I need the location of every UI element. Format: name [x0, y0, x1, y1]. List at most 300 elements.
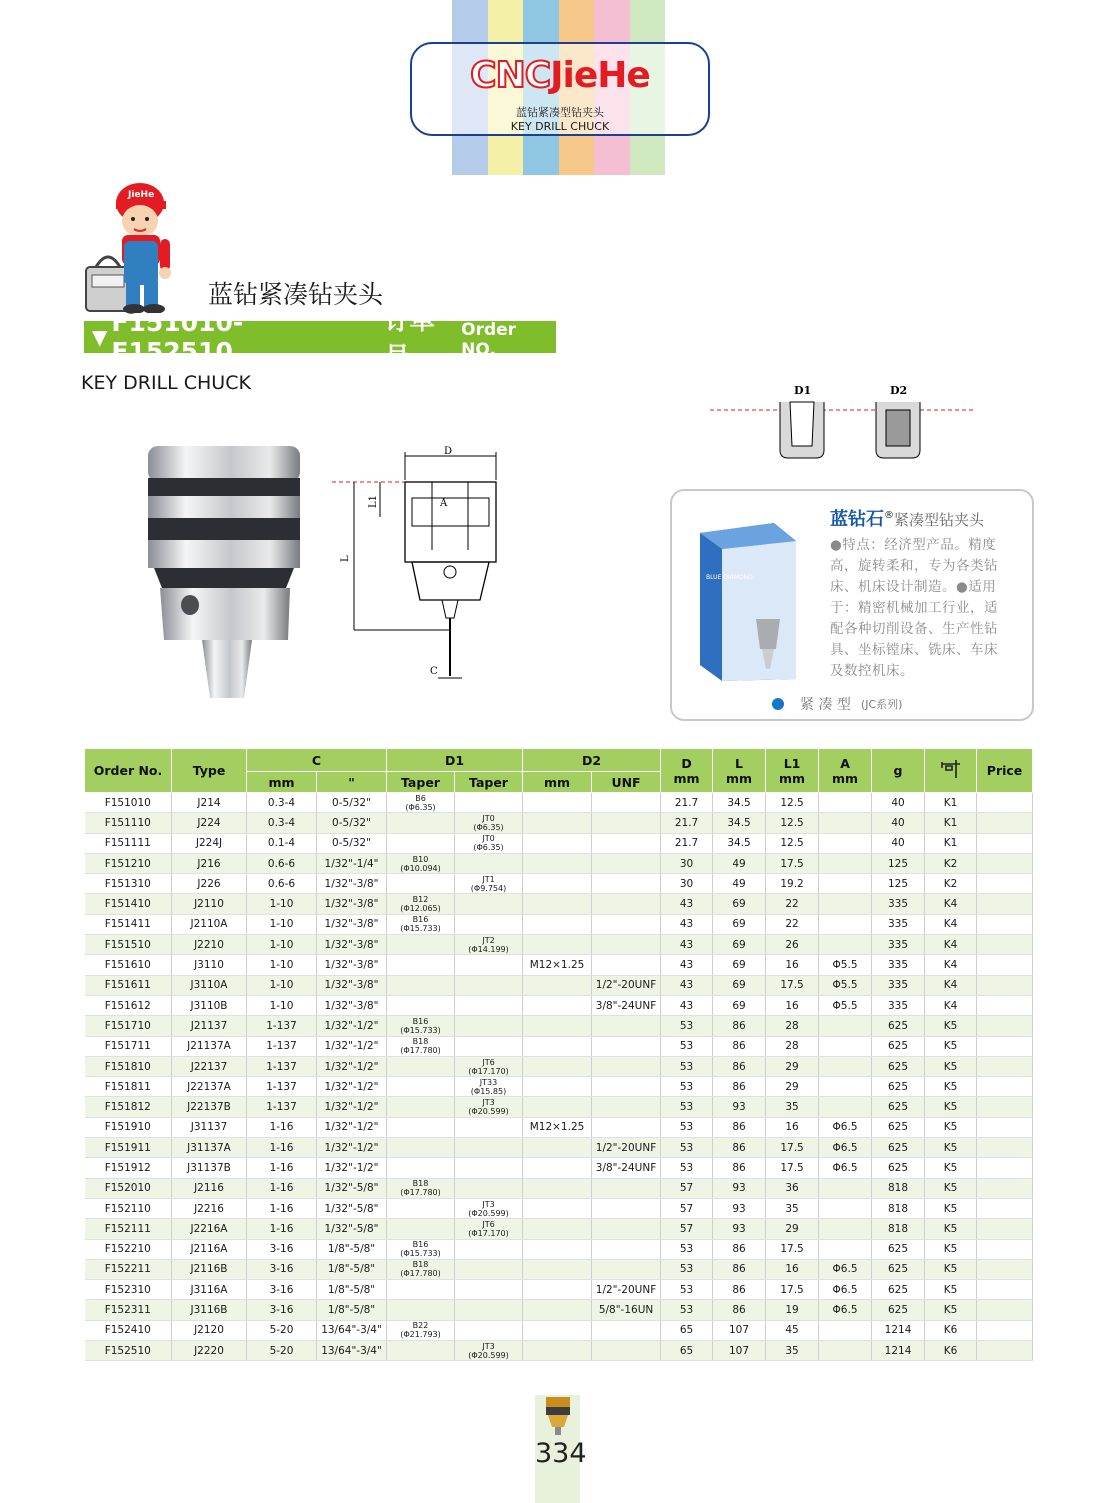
svg-text:L1: L1: [368, 494, 379, 508]
col-d: D mm: [661, 749, 713, 793]
cell-l: 69: [713, 975, 766, 995]
cell-g: 818: [872, 1178, 925, 1198]
cell-d2-mm: [523, 1097, 592, 1117]
table-row: [85, 1198, 1033, 1218]
cell-d2-mm: [523, 1320, 592, 1340]
cell-c-mm: 1-16: [247, 1198, 317, 1218]
table-row: [85, 1280, 1033, 1300]
cell-l1: 26: [766, 935, 819, 955]
cell-key: K4: [925, 894, 977, 914]
cell-d2-unf: 1/2"-20UNF: [592, 1138, 661, 1158]
cell-order: F151111: [85, 833, 172, 853]
svg-text:BLUE DIAMOND: BLUE DIAMOND: [706, 574, 753, 581]
cell-order: F152111: [85, 1219, 172, 1239]
cell-d1a: B10 (Φ10.094): [387, 853, 455, 873]
cell-price: [977, 955, 1033, 975]
cell-c-mm: 1-10: [247, 914, 317, 934]
cell-order: F151411: [85, 914, 172, 934]
col-d2: D2: [523, 749, 661, 772]
cell-d: 43: [661, 975, 713, 995]
cell-l: 86: [713, 1239, 766, 1259]
cell-a: Φ6.5: [819, 1158, 872, 1178]
mascot-illustration: [82, 175, 192, 315]
cell-a: [819, 1219, 872, 1239]
cell-d1b: [455, 1300, 523, 1320]
table-row: [85, 793, 1033, 813]
cell-d1b: JT0 (Φ6.35): [455, 813, 523, 833]
table-row: [85, 1138, 1033, 1158]
cell-l1: 16: [766, 1117, 819, 1137]
cell-order: F151810: [85, 1056, 172, 1076]
cell-d: 53: [661, 1239, 713, 1259]
cell-price: [977, 1117, 1033, 1137]
cell-d1b: [455, 1138, 523, 1158]
cell-d: 65: [661, 1341, 713, 1361]
cell-c-in: 1/32"-1/2": [317, 1158, 387, 1178]
cell-type: J3110A: [172, 975, 247, 995]
cell-order: F151611: [85, 975, 172, 995]
cell-l: 93: [713, 1178, 766, 1198]
table-row: [85, 1077, 1033, 1097]
cell-d: 30: [661, 874, 713, 894]
cell-l1: 35: [766, 1341, 819, 1361]
svg-text:L: L: [340, 555, 351, 562]
cell-d2-mm: [523, 1259, 592, 1279]
cell-a: [819, 1341, 872, 1361]
cell-l: 86: [713, 1056, 766, 1076]
col-type: Type: [172, 749, 247, 793]
table-row: [85, 1036, 1033, 1056]
cell-order: F152311: [85, 1300, 172, 1320]
cell-a: [819, 914, 872, 934]
cell-l1: 36: [766, 1178, 819, 1198]
cell-d: 53: [661, 1138, 713, 1158]
table-row: [85, 833, 1033, 853]
cell-order: F151711: [85, 1036, 172, 1056]
cell-d2-mm: [523, 1341, 592, 1361]
drill-chuck-photo: [140, 440, 315, 705]
cell-order: F151811: [85, 1077, 172, 1097]
cell-d2-unf: [592, 955, 661, 975]
cell-type: J2210: [172, 935, 247, 955]
cell-d2-unf: 5/8"-16UN: [592, 1300, 661, 1320]
col-d1-taper-jt: Taper: [455, 772, 523, 793]
cell-key: K2: [925, 853, 977, 873]
cell-order: F151010: [85, 793, 172, 813]
cell-price: [977, 874, 1033, 894]
cell-l: 93: [713, 1198, 766, 1218]
table-row: [85, 1259, 1033, 1279]
cell-g: 335: [872, 955, 925, 975]
cell-c-mm: 1-137: [247, 1097, 317, 1117]
cell-type: J224J: [172, 833, 247, 853]
cell-d2-mm: [523, 1219, 592, 1239]
cell-l1: 12.5: [766, 793, 819, 813]
cell-type: J22137A: [172, 1077, 247, 1097]
cell-c-in: 1/32"-3/8": [317, 894, 387, 914]
col-key: [925, 749, 977, 793]
cell-d2-mm: [523, 894, 592, 914]
svg-text:A: A: [440, 498, 448, 509]
cell-d: 53: [661, 1280, 713, 1300]
cell-d2-mm: [523, 1077, 592, 1097]
cell-d2-mm: [523, 1280, 592, 1300]
col-d2-mm: mm: [523, 772, 592, 793]
cell-d1b: [455, 1178, 523, 1198]
cell-d1b: JT3 (Φ20.599): [455, 1198, 523, 1218]
cell-key: K5: [925, 1056, 977, 1076]
cell-l1: 28: [766, 1036, 819, 1056]
cell-a: Φ6.5: [819, 1280, 872, 1300]
cell-g: 818: [872, 1219, 925, 1239]
cell-a: [819, 935, 872, 955]
cell-g: 40: [872, 833, 925, 853]
cell-order: F151710: [85, 1016, 172, 1036]
cell-type: J2116B: [172, 1259, 247, 1279]
cell-g: 335: [872, 995, 925, 1015]
cell-d2-mm: [523, 813, 592, 833]
svg-text:D: D: [444, 446, 453, 457]
cell-a: [819, 813, 872, 833]
cell-g: 335: [872, 935, 925, 955]
cell-d1b: [455, 853, 523, 873]
cell-c-in: 1/32"-1/2": [317, 1117, 387, 1137]
cell-l1: 16: [766, 995, 819, 1015]
cell-key: K4: [925, 995, 977, 1015]
cell-d1a: [387, 975, 455, 995]
cell-order: F151912: [85, 1158, 172, 1178]
cell-c-in: 0-5/32": [317, 793, 387, 813]
cell-order: F152310: [85, 1280, 172, 1300]
chuck-key-icon: [938, 756, 964, 782]
cell-c-mm: 3-16: [247, 1300, 317, 1320]
cell-d: 53: [661, 1016, 713, 1036]
cell-a: [819, 874, 872, 894]
cell-d2-unf: 3/8"-24UNF: [592, 995, 661, 1015]
cell-a: Φ6.5: [819, 1259, 872, 1279]
cell-a: [819, 1178, 872, 1198]
cell-key: K5: [925, 1219, 977, 1239]
cell-d1b: [455, 1280, 523, 1300]
cell-key: K5: [925, 1117, 977, 1137]
cell-l1: 16: [766, 955, 819, 975]
cell-c-mm: 0.1-4: [247, 833, 317, 853]
cell-key: K4: [925, 914, 977, 934]
cell-d1b: JT2 (Φ14.199): [455, 935, 523, 955]
cell-c-mm: 3-16: [247, 1280, 317, 1300]
cell-d1b: JT3 (Φ20.599): [455, 1341, 523, 1361]
cell-d2-mm: [523, 1178, 592, 1198]
cell-d2-unf: [592, 1178, 661, 1198]
cell-g: 625: [872, 1300, 925, 1320]
cell-l1: 17.5: [766, 1158, 819, 1178]
cell-l: 86: [713, 1259, 766, 1279]
table-row: [85, 1117, 1033, 1137]
cell-l: 49: [713, 853, 766, 873]
table-row: [85, 995, 1033, 1015]
cell-c-mm: 5-20: [247, 1320, 317, 1340]
cell-l: 69: [713, 955, 766, 975]
svg-text:JieHe: JieHe: [128, 190, 155, 200]
cell-a: [819, 1320, 872, 1340]
cell-d1b: [455, 1320, 523, 1340]
cell-d2-unf: 1/2"-20UNF: [592, 1280, 661, 1300]
cell-key: K4: [925, 935, 977, 955]
cell-g: 335: [872, 975, 925, 995]
svg-text:C: C: [430, 666, 438, 677]
table-row: [85, 1300, 1033, 1320]
cell-d2-unf: [592, 1320, 661, 1340]
cell-a: [819, 793, 872, 813]
cell-d: 43: [661, 894, 713, 914]
cell-key: K5: [925, 1077, 977, 1097]
cell-key: K2: [925, 874, 977, 894]
cell-type: J2120: [172, 1320, 247, 1340]
cell-c-in: 0-5/32": [317, 813, 387, 833]
cell-l: 86: [713, 1158, 766, 1178]
cell-l: 86: [713, 1016, 766, 1036]
cell-d: 43: [661, 935, 713, 955]
cell-d1a: B16 (Φ15.733): [387, 1239, 455, 1259]
cell-price: [977, 1158, 1033, 1178]
cell-d: 43: [661, 914, 713, 934]
svg-text:D2: D2: [890, 384, 908, 397]
cell-type: J2116A: [172, 1239, 247, 1259]
cell-d: 57: [661, 1198, 713, 1218]
cell-d1a: [387, 1158, 455, 1178]
cell-d2-mm: [523, 1158, 592, 1178]
cell-l: 93: [713, 1097, 766, 1117]
cell-c-mm: 1-16: [247, 1178, 317, 1198]
cell-a: Φ5.5: [819, 955, 872, 975]
order-label-en: Order NO.: [461, 320, 517, 360]
cell-d1b: JT1 (Φ9.754): [455, 874, 523, 894]
cell-price: [977, 935, 1033, 955]
cell-a: [819, 894, 872, 914]
cell-d2-mm: [523, 914, 592, 934]
cell-type: J2216A: [172, 1219, 247, 1239]
promo-footer: 紧 凑 型 (JC系列): [772, 694, 902, 714]
cell-c-mm: 0.3-4: [247, 793, 317, 813]
cell-price: [977, 1036, 1033, 1056]
cell-l: 34.5: [713, 813, 766, 833]
cell-l: 93: [713, 1219, 766, 1239]
cell-l1: 29: [766, 1219, 819, 1239]
cell-c-in: 13/64"-3/4": [317, 1341, 387, 1361]
table-row: [85, 1239, 1033, 1259]
cell-c-in: 1/8"-5/8": [317, 1280, 387, 1300]
col-l: L mm: [713, 749, 766, 793]
cell-key: K5: [925, 1198, 977, 1218]
table-row: [85, 1097, 1033, 1117]
cell-order: F151310: [85, 874, 172, 894]
cell-d2-unf: [592, 1036, 661, 1056]
cell-a: [819, 1239, 872, 1259]
cell-d1b: [455, 914, 523, 934]
cell-d2-unf: [592, 1056, 661, 1076]
cell-type: J2110: [172, 894, 247, 914]
cell-d2-unf: [592, 874, 661, 894]
cell-d: 53: [661, 1077, 713, 1097]
cell-l: 86: [713, 1117, 766, 1137]
cell-price: [977, 995, 1033, 1015]
col-c-mm: mm: [247, 772, 317, 793]
table-row: [85, 1341, 1033, 1361]
cell-d: 57: [661, 1178, 713, 1198]
cell-c-in: 1/32"-3/8": [317, 955, 387, 975]
cell-d1b: JT6 (Φ17.170): [455, 1219, 523, 1239]
cell-c-in: 1/32"-1/2": [317, 1036, 387, 1056]
cell-l1: 16: [766, 1259, 819, 1279]
table-row: [85, 914, 1033, 934]
cell-l1: 22: [766, 914, 819, 934]
cell-type: J22137B: [172, 1097, 247, 1117]
cell-l1: 19.2: [766, 874, 819, 894]
cell-price: [977, 1178, 1033, 1198]
cell-l: 49: [713, 874, 766, 894]
cell-price: [977, 1198, 1033, 1218]
cell-d2-mm: [523, 1138, 592, 1158]
cell-g: 1214: [872, 1320, 925, 1340]
cell-l1: 29: [766, 1077, 819, 1097]
cell-d2-unf: [592, 1117, 661, 1137]
cell-l1: 45: [766, 1320, 819, 1340]
cell-d2-unf: [592, 1219, 661, 1239]
cell-l: 86: [713, 1077, 766, 1097]
cell-d: 21.7: [661, 813, 713, 833]
cell-d: 53: [661, 1117, 713, 1137]
cell-key: K5: [925, 1138, 977, 1158]
cell-d2-unf: 3/8"-24UNF: [592, 1158, 661, 1178]
cell-d1a: [387, 1077, 455, 1097]
cell-l1: 17.5: [766, 1239, 819, 1259]
cell-type: J2220: [172, 1341, 247, 1361]
cell-price: [977, 894, 1033, 914]
cell-price: [977, 1320, 1033, 1340]
cell-d2-unf: [592, 813, 661, 833]
cell-key: K5: [925, 1280, 977, 1300]
cell-d1a: [387, 1280, 455, 1300]
blue-diamond-promo: [670, 489, 1034, 721]
cell-l1: 17.5: [766, 853, 819, 873]
cell-price: [977, 853, 1033, 873]
cell-g: 40: [872, 793, 925, 813]
cell-c-in: 1/32"-5/8": [317, 1198, 387, 1218]
cell-c-in: 1/8"-5/8": [317, 1300, 387, 1320]
cell-l: 34.5: [713, 833, 766, 853]
cell-c-mm: 3-16: [247, 1239, 317, 1259]
cell-d: 65: [661, 1320, 713, 1340]
cell-d1a: [387, 1341, 455, 1361]
cell-key: K5: [925, 1097, 977, 1117]
cell-d2-unf: [592, 894, 661, 914]
cell-key: K5: [925, 1259, 977, 1279]
cell-d1a: [387, 1138, 455, 1158]
cell-a: [819, 1077, 872, 1097]
cell-key: K5: [925, 1158, 977, 1178]
cell-d2-mm: [523, 833, 592, 853]
cell-d1a: B16 (Φ15.733): [387, 1016, 455, 1036]
cell-type: J31137B: [172, 1158, 247, 1178]
cell-d1b: JT33 (Φ15.85): [455, 1077, 523, 1097]
product-box-image: [696, 519, 800, 684]
cell-c-in: 1/8"-5/8": [317, 1239, 387, 1259]
cell-g: 625: [872, 1056, 925, 1076]
col-price: Price: [977, 749, 1033, 793]
cell-order: F151910: [85, 1117, 172, 1137]
cell-c-mm: 1-10: [247, 894, 317, 914]
triangle-down-icon: ▼: [92, 325, 108, 349]
cell-d2-unf: [592, 914, 661, 934]
cell-c-in: 1/32"-3/8": [317, 995, 387, 1015]
cell-d2-unf: [592, 1077, 661, 1097]
cell-d1a: [387, 833, 455, 853]
cell-type: J214: [172, 793, 247, 813]
cell-g: 125: [872, 853, 925, 873]
cell-d2-unf: [592, 1198, 661, 1218]
cell-d: 53: [661, 1300, 713, 1320]
cell-d1b: [455, 995, 523, 1015]
cell-d1a: [387, 1300, 455, 1320]
cell-d1a: B22 (Φ21.793): [387, 1320, 455, 1340]
cell-d1a: B6 (Φ6.35): [387, 793, 455, 813]
cell-type: J2110A: [172, 914, 247, 934]
cell-key: K1: [925, 833, 977, 853]
cell-a: [819, 1097, 872, 1117]
cell-d2-unf: [592, 1097, 661, 1117]
col-l1: L1 mm: [766, 749, 819, 793]
table-row: [85, 1320, 1033, 1340]
cell-g: 625: [872, 1239, 925, 1259]
cell-order: F151610: [85, 955, 172, 975]
col-order-no: Order No.: [85, 749, 172, 793]
cell-d2-mm: [523, 975, 592, 995]
cell-d2-mm: [523, 1198, 592, 1218]
cell-d1a: [387, 1056, 455, 1076]
cell-d: 53: [661, 1036, 713, 1056]
cell-d: 43: [661, 995, 713, 1015]
cell-g: 625: [872, 1158, 925, 1178]
col-a: A mm: [819, 749, 872, 793]
cell-c-mm: 3-16: [247, 1259, 317, 1279]
cell-price: [977, 1300, 1033, 1320]
cell-key: K6: [925, 1320, 977, 1340]
cell-order: F152211: [85, 1259, 172, 1279]
promo-description: ●特点：经济型产品。精度高，旋转柔和，专为各类钻床、机床设计制造。●适用于：精密机械加工行业，适配各种切削设备、生产性钻具、坐标镗床、铣床、车床及数控机床。: [830, 537, 998, 679]
cell-key: K5: [925, 1239, 977, 1259]
cell-key: K5: [925, 1178, 977, 1198]
table-row: [85, 853, 1033, 873]
cell-d1b: [455, 1036, 523, 1056]
d1-d2-diagram: [710, 380, 980, 460]
cell-key: K5: [925, 1016, 977, 1036]
cell-g: 335: [872, 894, 925, 914]
cell-d1b: [455, 894, 523, 914]
cell-g: 40: [872, 813, 925, 833]
cell-l1: 19: [766, 1300, 819, 1320]
promo-title: 蓝钻石®紧凑型钻夹头: [830, 509, 985, 530]
col-d1: D1: [387, 749, 523, 772]
logo-subtitle-cn: 蓝钻紧凑型钻夹头: [516, 106, 604, 119]
col-d1-taper-b: Taper: [387, 772, 455, 793]
cell-a: [819, 853, 872, 873]
cell-c-mm: 0.6-6: [247, 874, 317, 894]
cell-g: 625: [872, 1117, 925, 1137]
cell-price: [977, 975, 1033, 995]
table-row: [85, 894, 1033, 914]
cell-type: J2116: [172, 1178, 247, 1198]
cell-d: 21.7: [661, 833, 713, 853]
